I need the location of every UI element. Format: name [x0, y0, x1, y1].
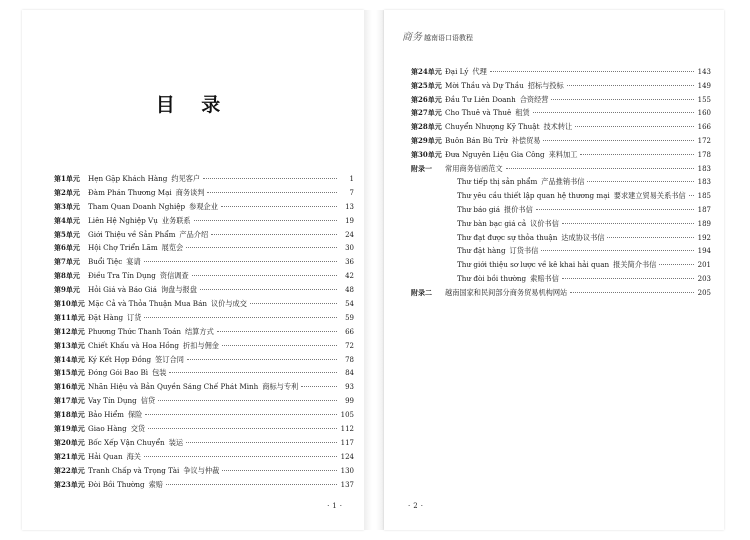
toc-page-number: 143 — [697, 68, 711, 76]
book-gutter — [364, 10, 384, 530]
toc-entry-title: Hải Quan — [88, 451, 123, 461]
dot-leader — [567, 85, 694, 86]
dot-leader — [203, 178, 337, 179]
toc-entry[interactable] — [54, 450, 354, 464]
toc-unit-label: 第8单元 — [54, 271, 80, 281]
toc-entry[interactable] — [54, 283, 354, 297]
footer-decoration: · — [420, 502, 423, 510]
toc-entry-title: Chiết Khấu và Hoa Hồng — [88, 340, 180, 350]
toc-entry-title: Đại Lý — [445, 67, 469, 76]
toc-unit-label: 第9单元 — [54, 285, 80, 295]
toc-entry[interactable] — [411, 134, 711, 148]
toc-entry[interactable] — [411, 258, 711, 272]
dot-leader — [659, 264, 694, 265]
toc-page-number: 160 — [697, 109, 711, 118]
toc-entry-chinese: 索赔 — [148, 479, 163, 489]
toc-page-number: 72 — [345, 341, 354, 350]
toc-entry-title: Buôn Bán Bù Trừ — [445, 135, 508, 145]
toc-entry[interactable] — [411, 148, 711, 162]
toc-page-number: 54 — [345, 300, 354, 309]
dot-leader — [221, 206, 337, 207]
toc-page-number: 155 — [697, 95, 711, 104]
toc-entry-title: Mặc Cả và Thỏa Thuận Mua Bán — [88, 299, 207, 309]
toc-entry-title: Ký Kết Hợp Đồng — [88, 354, 152, 364]
toc-unit-label: 第10单元 — [54, 299, 85, 309]
toc-entry-title: Nhãn Hiệu và Bản Quyền Sáng Chế Phát Minh — [88, 382, 259, 392]
toc-page-number: 19 — [345, 216, 354, 225]
toc-entry[interactable] — [411, 217, 711, 231]
toc-entry-title: Cho Thuê và Thuê — [445, 108, 512, 118]
dot-leader — [570, 292, 694, 293]
dot-leader — [200, 289, 337, 290]
toc-entry[interactable] — [411, 175, 711, 189]
toc-entry[interactable] — [411, 106, 711, 120]
toc-entry-chinese: 产品推销书信 — [541, 177, 585, 187]
toc-unit-label: 附录二 — [411, 287, 432, 297]
toc-entry[interactable] — [411, 120, 711, 134]
toc-entry[interactable] — [54, 228, 354, 242]
toc-page-number: 7 — [349, 188, 354, 197]
toc-entry-chinese: 询盘与报盘 — [160, 285, 197, 295]
toc-entry-chinese: 海关 — [126, 451, 141, 461]
toc-entry-chinese: 结算方式 — [185, 326, 214, 336]
dot-leader — [250, 303, 337, 304]
toc-entry[interactable] — [54, 339, 354, 353]
toc-page-number: 192 — [697, 233, 711, 242]
toc-unit-label: 第7单元 — [54, 257, 80, 267]
toc-entry[interactable] — [411, 93, 711, 107]
page-title: 目 录 — [155, 94, 231, 116]
toc-page-number: 84 — [345, 369, 354, 378]
toc-page-number: 149 — [697, 81, 711, 90]
dot-leader — [543, 140, 694, 141]
toc-unit-label: 第3单元 — [54, 201, 80, 211]
toc-page-number: 205 — [697, 288, 711, 297]
toc-entry-chinese: 报价书信 — [504, 204, 533, 214]
toc-entry-chinese: 约见客户 — [171, 174, 201, 183]
toc-page-number: 166 — [697, 123, 711, 132]
toc-entry[interactable] — [411, 189, 711, 203]
toc-unit-label: 第20单元 — [54, 437, 85, 447]
toc-entry[interactable] — [54, 436, 354, 450]
toc-entry-chinese: 产品介绍 — [179, 229, 209, 239]
toc-entry-title: 越南国家和民间部分商务贸易机构网站 — [445, 287, 568, 297]
dot-leader — [187, 359, 337, 360]
dot-leader — [186, 247, 337, 248]
toc-entry-title: Đòi Bồi Thường — [88, 479, 145, 489]
toc-page-number: 78 — [345, 355, 354, 364]
toc-entry-title: Bốc Xếp Vận Chuyển — [88, 437, 165, 447]
toc-page-number: 183 — [697, 164, 711, 173]
toc-entry-title: Giao Hàng — [88, 424, 127, 434]
toc-entry-chinese: 争议与仲裁 — [183, 465, 220, 475]
toc-page-number: 99 — [345, 397, 354, 406]
toc-entry[interactable] — [54, 380, 354, 394]
toc-unit-label: 第25单元 — [411, 80, 442, 90]
footer-decoration: · — [408, 502, 411, 510]
dot-leader — [148, 428, 337, 429]
dot-leader — [541, 250, 694, 251]
toc-page-number: 105 — [340, 411, 354, 420]
toc-unit-label: 附录一 — [411, 163, 432, 173]
toc-entry[interactable] — [54, 408, 354, 422]
dot-leader — [144, 261, 337, 262]
toc-unit-label: 第2单元 — [54, 187, 80, 197]
toc-entry-chinese: 签订合同 — [155, 354, 184, 364]
toc-page-number: 24 — [345, 230, 354, 239]
toc-unit-label: 第26单元 — [411, 94, 442, 104]
toc-page-number: 183 — [697, 178, 711, 187]
dot-leader — [194, 220, 337, 221]
toc-page-number: 137 — [340, 480, 354, 489]
dot-leader — [222, 345, 337, 346]
header-logo: 商务 — [402, 32, 422, 43]
toc-entry-title: Hẹn Gặp Khách Hàng — [88, 174, 168, 183]
dot-leader — [145, 414, 337, 415]
toc-entry[interactable] — [411, 272, 711, 286]
toc-page-number: 194 — [697, 247, 711, 256]
toc-entry-title: Bảo Hiểm — [88, 410, 124, 420]
toc-entry-title: Giới Thiệu về Sản Phẩm — [88, 229, 176, 239]
toc-unit-label: 第18单元 — [54, 410, 85, 420]
toc-unit-label: 第14单元 — [54, 354, 85, 364]
toc-unit-label: 第12单元 — [54, 326, 85, 336]
toc-entry-title: Thư đạt được sự thỏa thuận — [457, 232, 558, 242]
toc-entry[interactable] — [54, 241, 354, 255]
header-title: 越南语口语教程 — [424, 34, 473, 42]
toc-entry-chinese: 要求建立贸易关系书信 — [613, 191, 686, 201]
toc-page-number: 187 — [697, 205, 711, 214]
toc-entry[interactable] — [54, 255, 354, 269]
toc-entry-title: Đầu Tư Liên Doanh — [445, 94, 516, 104]
toc-unit-label: 第16单元 — [54, 382, 85, 392]
toc-entry-title: Liên Hệ Nghiệp Vụ — [88, 215, 158, 225]
toc-entry-title: Thư đặt hàng — [457, 246, 506, 256]
toc-entry[interactable] — [54, 464, 354, 478]
toc-entry-chinese: 议价书信 — [530, 218, 559, 228]
toc-unit-label: 第21单元 — [54, 451, 85, 461]
toc-entry-chinese: 索赔书信 — [530, 273, 559, 283]
toc-page-number: 185 — [697, 192, 711, 201]
toc-page-number: 93 — [345, 383, 354, 392]
toc-entry-title: Phương Thức Thanh Toán — [88, 326, 182, 336]
toc-page-number: 59 — [345, 313, 354, 322]
toc-page-number: 178 — [697, 150, 711, 159]
toc-entry-chinese: 招标与投标 — [527, 80, 564, 90]
toc-unit-label: 第11单元 — [54, 312, 85, 322]
toc-entry-chinese: 订货书信 — [509, 246, 539, 256]
toc-unit-label: 第28单元 — [411, 122, 442, 132]
toc-entry-title: Tranh Chấp và Trọng Tài — [88, 465, 180, 475]
toc-entry[interactable] — [54, 200, 354, 214]
toc-unit-label: 第13单元 — [54, 340, 85, 350]
dot-leader — [211, 234, 337, 235]
dot-leader — [607, 237, 694, 238]
toc-unit-label: 第24单元 — [411, 67, 442, 76]
dot-leader — [580, 154, 694, 155]
toc-page-number: 13 — [345, 202, 354, 211]
dot-leader — [166, 484, 337, 485]
toc-page-number: 36 — [345, 258, 354, 267]
dot-leader — [689, 195, 694, 196]
toc-entry-title: Hội Chợ Triển Lãm — [88, 243, 158, 253]
toc-entry-title: Thư tiếp thị sản phẩm — [457, 177, 538, 187]
dot-leader — [144, 317, 337, 318]
toc-entry-title: Hỏi Giá và Báo Giá — [88, 285, 157, 295]
left-page — [22, 10, 364, 530]
toc-page-number: 201 — [697, 261, 711, 270]
toc-entry-title: Đóng Gói Bao Bì — [88, 368, 149, 378]
toc-entry-title: Thư bàn bạc giá cả — [457, 218, 527, 228]
toc-entry[interactable] — [411, 244, 711, 258]
toc-entry-title: Điều Tra Tín Dụng — [88, 271, 156, 281]
toc-unit-label: 第30单元 — [411, 149, 442, 159]
toc-list-left — [54, 172, 354, 491]
toc-unit-label: 第5单元 — [54, 229, 80, 239]
toc-entry-chinese: 商标与专利 — [262, 382, 299, 392]
dot-leader — [562, 278, 694, 279]
dot-leader — [301, 386, 337, 387]
page-number-value: 2 — [413, 502, 418, 510]
toc-page-number: 30 — [345, 244, 354, 253]
toc-entry-chinese: 商务谈判 — [175, 187, 205, 197]
toc-entry-chinese: 代理 — [472, 67, 487, 76]
toc-entry-chinese: 合资经营 — [519, 94, 549, 104]
toc-page-number: 124 — [340, 452, 354, 461]
toc-unit-label: 第17单元 — [54, 396, 85, 406]
page-number-right — [408, 502, 423, 510]
dot-leader — [536, 209, 694, 210]
toc-entry[interactable] — [54, 394, 354, 408]
dot-leader — [192, 275, 337, 276]
footer-decoration: · — [327, 502, 330, 510]
dot-leader — [575, 126, 694, 127]
toc-entry-chinese: 议价与成交 — [210, 299, 247, 309]
page-number-value: 1 — [332, 502, 337, 510]
toc-entry-title: Buổi Tiệc — [88, 257, 123, 267]
toc-entry-chinese: 补偿贸易 — [511, 135, 541, 145]
toc-page-number: 130 — [340, 466, 354, 475]
toc-entry-chinese: 参观企业 — [189, 201, 218, 211]
dot-leader — [490, 71, 694, 72]
toc-entry[interactable] — [54, 422, 354, 436]
toc-unit-label: 第19单元 — [54, 424, 85, 434]
dot-leader — [144, 456, 337, 457]
toc-entry-chinese: 达成协议书信 — [561, 232, 605, 242]
dot-leader — [169, 372, 337, 373]
footer-decoration: · — [339, 502, 342, 510]
toc-page-number: 112 — [340, 425, 354, 434]
toc-entry[interactable] — [411, 65, 711, 79]
toc-entry-chinese: 订货 — [127, 312, 142, 322]
toc-entry-title: Thư giới thiệu sơ lược về kê khai hải quan — [457, 260, 610, 270]
toc-entry-chinese: 宴请 — [126, 257, 141, 267]
toc-page-number: 203 — [697, 274, 711, 283]
toc-unit-label: 第1单元 — [54, 174, 80, 183]
toc-entry-chinese: 展览会 — [161, 243, 184, 253]
toc-entry[interactable] — [54, 311, 354, 325]
toc-entry[interactable] — [54, 269, 354, 283]
toc-unit-label: 第6单元 — [54, 243, 80, 253]
toc-entry-chinese: 信贷 — [140, 396, 156, 406]
toc-entry[interactable] — [54, 172, 354, 186]
dot-leader — [217, 331, 337, 332]
toc-entry-title: Đưa Nguyên Liệu Gia Công — [445, 149, 545, 159]
toc-page-number: 48 — [345, 286, 354, 295]
toc-entry-title: Thư đòi bồi thường — [457, 273, 527, 283]
toc-unit-label: 第15单元 — [54, 368, 85, 378]
toc-list-right — [411, 65, 711, 300]
dot-leader — [222, 470, 337, 471]
toc-entry[interactable] — [411, 203, 711, 217]
right-page — [384, 10, 724, 530]
toc-page-number: 117 — [340, 438, 354, 447]
toc-page-number: 189 — [697, 219, 711, 228]
toc-page-number: 42 — [345, 272, 354, 281]
toc-entry-chinese: 交货 — [130, 424, 146, 434]
toc-entry[interactable] — [54, 186, 354, 200]
toc-entry-chinese: 业务联系 — [161, 215, 191, 225]
dot-leader — [587, 181, 694, 182]
running-header — [402, 28, 473, 43]
page-number-left — [327, 502, 342, 510]
toc-entry[interactable] — [54, 353, 354, 367]
toc-entry-title: Chuyển Nhượng Kỹ Thuật — [445, 122, 540, 132]
toc-entry-chinese: 来料加工 — [548, 149, 578, 159]
toc-entry[interactable] — [54, 366, 354, 380]
dot-leader — [186, 442, 337, 443]
toc-page-number: 172 — [697, 136, 711, 145]
toc-unit-label: 第22单元 — [54, 465, 85, 475]
toc-entry-title: Đặt Hàng — [88, 312, 124, 322]
toc-entry-title: Tham Quan Doanh Nghiệp — [88, 201, 186, 211]
dot-leader — [506, 168, 694, 169]
toc-unit-label: 第4单元 — [54, 215, 80, 225]
toc-entry-chinese: 装运 — [168, 437, 184, 447]
toc-unit-label: 第23单元 — [54, 479, 85, 489]
toc-page-number: 1 — [349, 175, 354, 183]
dot-leader — [533, 112, 694, 113]
toc-entry-title: Thư báo giá — [457, 204, 501, 214]
toc-entry[interactable] — [411, 79, 711, 93]
toc-entry-title: Đàm Phán Thương Mại — [88, 187, 172, 197]
toc-entry[interactable] — [54, 325, 354, 339]
toc-entry-chinese: 折扣与佣金 — [183, 340, 219, 350]
toc-entry-chinese: 报关简介书信 — [613, 260, 657, 270]
toc-entry-chinese: 资信调查 — [159, 271, 189, 281]
toc-entry-title: Vay Tín Dụng — [88, 396, 137, 406]
toc-entry-title: 常用商务信函范文 — [445, 163, 503, 173]
toc-unit-label: 第29单元 — [411, 135, 442, 145]
toc-entry-chinese: 包装 — [152, 368, 167, 378]
toc-unit-label: 第27单元 — [411, 108, 442, 118]
toc-entry[interactable] — [54, 214, 354, 228]
toc-entry[interactable] — [411, 162, 711, 176]
toc-page-number: 66 — [345, 327, 354, 336]
toc-entry[interactable] — [411, 286, 711, 300]
dot-leader — [207, 192, 337, 193]
toc-entry-title: Mời Thầu và Dự Thầu — [445, 80, 524, 90]
dot-leader — [158, 400, 337, 401]
toc-entry-title: Thư yêu cầu thiết lập quan hệ thương mại — [457, 191, 610, 201]
toc-entry[interactable] — [411, 231, 711, 245]
dot-leader — [562, 223, 694, 224]
toc-entry-chinese: 保险 — [127, 410, 143, 420]
toc-entry-chinese: 租赁 — [515, 108, 530, 118]
toc-entry-chinese: 技术转让 — [543, 122, 573, 132]
toc-entry[interactable] — [54, 478, 354, 492]
toc-entry[interactable] — [54, 297, 354, 311]
dot-leader — [551, 99, 694, 100]
